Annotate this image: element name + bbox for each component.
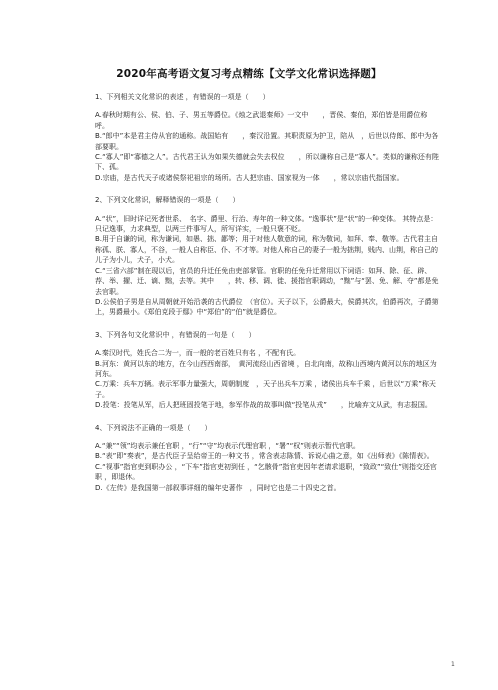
question-stem: 2、下列文化常识，解释错误的一项是（ ）	[95, 196, 240, 205]
question-1	[95, 92, 440, 183]
question-stem: 3、下列各句文化常识中 ，有错误的一句是（ ）	[95, 330, 256, 339]
option-c: C.“寡人”即“寡德之人”。古代君王认为如果失德就会失去权位 ，所以谦称自己是“寡人”。类似的谦称还有陛下、孤。	[95, 153, 439, 172]
page-number: 1	[451, 661, 455, 668]
option-c: C.“三省六部”制在现以后，官员的升迁任免由吏部掌管。官职的任免升迁常用以下词语：如拜、除、征、辟、荐、举、擢、迁、谪、黜，去等。其中 ，转、移、调、徙、援指官职调动，“黜”与“罢、免、解、夺”都是免去官职。	[95, 266, 439, 296]
option-d: D.《左传》是我国第一部叙事详细的编年史著作 ，同时它也是二十四史之首。	[95, 483, 341, 492]
question-stem: 4、下列说法不正确的一项是（ ）	[95, 423, 212, 432]
question-list	[95, 92, 440, 505]
option-b: B.用于自谦的词，称为谦词，如愚、拙、鄙等；用于对他人敬意的词，称为敬词，如拜、奉、敬等。古代君主自称孤、朕、寡人，不谷，一般人自称臣、仆、不才等。对他人称自己的妻子一般为拙荆，贱内、山荆，称自己的儿子为小儿，犬子，小犬。	[95, 235, 439, 265]
option-d: D.投笔：投笔从军，后人把班固投笔于地，参军作战的故事叫做“投笔从戎” ，比喻弃文从武，有志报国。	[95, 401, 432, 410]
option-a: A.“兼”“领”均表示兼任官职 ，“行”“守”均表示代理官职 ，“署”“权”则表示暂代官职。	[95, 441, 360, 450]
option-a: A.春秋时期有公、侯、伯、子、男五等爵位。《烛之武退秦师》一文中 ，晋侯、秦伯，郑伯皆是用爵位称呼。	[95, 111, 428, 130]
option-a: A.秦汉时代，姓氏合二为一，而一般的老百姓只有名 ，不配有氏。	[95, 349, 301, 358]
question-2	[95, 195, 440, 317]
option-b: B.河东：黄河以东的地方，在今山西西南部， 黄河流经山西省境 ，自北向南，故称山西境内黄河以东的地区为河东。	[95, 359, 437, 378]
option-b: B.“郎中”本是君主侍从官的通称。战国始有 ，秦汉沿置。其职责原为护卫，陪从 ，后世以侍郎、郎中为各部要职。	[95, 132, 439, 151]
question-4	[95, 423, 440, 493]
option-c: C.“视事”指官吏到职办公 ，“下车”指官吏初到任 ，“乞骸骨”指官吏因年老请求退职，“致政”“致仕”则指交还官职 ，即退休。	[95, 462, 437, 482]
option-d: D.公侯伯子男是自从周朝就开始沿袭的古代爵位 （官位）。天子以下，公爵最大，侯爵其次，伯爵再次，子爵第上，男爵最小。《郑伯克段于鄢》中“郑伯”的“伯”就是爵位。	[95, 297, 439, 317]
option-d: D.宗庙，是古代天子或诸侯祭祀祖宗的场所。古人把宗庙、国家视为一体 ，常以宗庙代指国家。	[95, 173, 404, 182]
question-3	[95, 330, 440, 411]
page-title: 2020年高考语文复习考点精练【文学文化常识选择题】	[116, 68, 382, 80]
option-c: C.万乘：兵车万辆。表示军事力量强大，周朝制度 ，天子出兵车万乘 ，诸侯出兵车千乘 ，后世以“万乘”称天子。	[95, 380, 436, 399]
option-b: B.“表”即“奏表”，是古代臣子呈给帝王的一种文书 ，常含表志陈情、诉说心曲之意，如《出师表》《陈情表》。	[95, 452, 434, 461]
question-stem: 1、下列相关文化常识的表述 ，有错误的一项是（ ）	[95, 93, 270, 101]
option-a: A.“状”，旧时详记死者世系、 名字、爵里、行治、寿年的一种文体。“逸事状”是“状”的一种变体。 其特点是：只记逸事，力求典型，以两三件事写人，所写详实，一般只褒不贬。	[95, 214, 438, 234]
